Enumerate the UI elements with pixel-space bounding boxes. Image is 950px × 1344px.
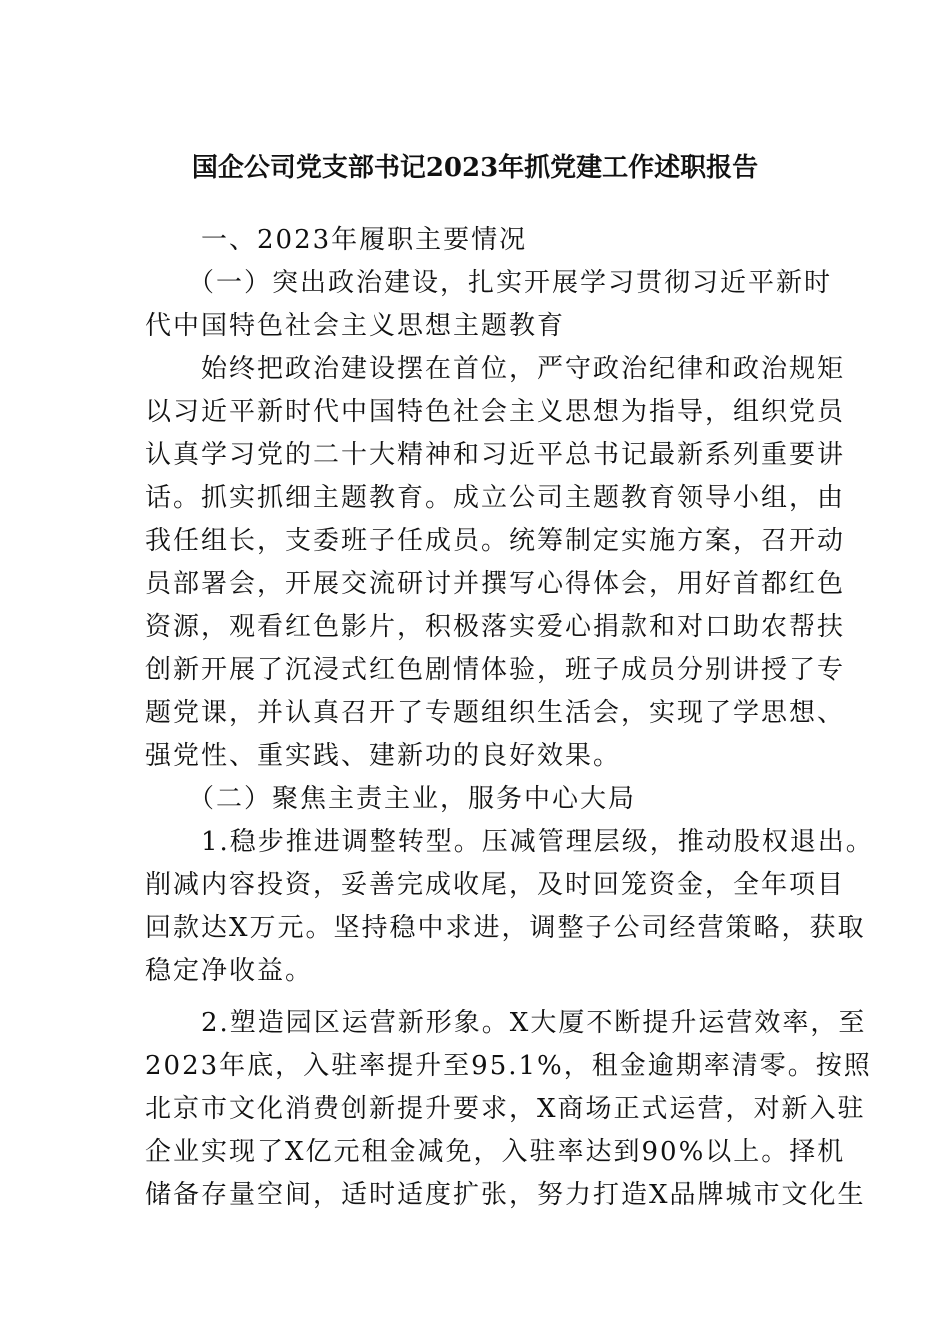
paragraph-line: 创新开展了沉浸式红色剧情体验，班子成员分别讲授了专	[145, 655, 846, 685]
paragraph-line: 以习近平新时代中国特色社会主义思想为指导，组织党员	[145, 397, 846, 427]
paragraph-line: 强党性、重实践、建新功的良好效果。	[145, 741, 622, 771]
paragraph-line: 认真学习党的二十大精神和习近平总书记最新系列重要讲	[145, 440, 846, 470]
paragraph-line: 资源，观看红色影片，积极落实爱心捐款和对口助农帮扶	[145, 612, 846, 642]
paragraph-line: 话。抓实抓细主题教育。成立公司主题教育领导小组，由	[145, 483, 846, 513]
paragraph-line: 员部署会，开展交流研讨并撰写心得体会，用好首都红色	[145, 569, 846, 599]
paragraph-line: 回款达X万元。坚持稳中求进，调整子公司经营策略，获取	[145, 913, 866, 943]
paragraph-line: 稳定净收益。	[145, 956, 314, 986]
paragraph-line: 削减内容投资，妥善完成收尾，及时回笼资金，全年项目	[145, 870, 846, 900]
paragraph-line: 始终把政治建设摆在首位，严守政治纪律和政治规矩	[145, 354, 846, 384]
section-heading-1: 一、2023年履职主要情况	[145, 225, 528, 255]
paragraph-line: 我任组长，支委班子任成员。统筹制定实施方案，召开动	[145, 526, 846, 556]
paragraph-line: 2.塑造园区运营新形象。X大厦不断提升运营效率，至	[145, 1008, 867, 1038]
paragraph-line: 北京市文化消费创新提升要求，X商场正式运营，对新入驻	[145, 1094, 866, 1124]
paragraph-line: 2023年底，入驻率提升至95.1%，租金逾期率清零。按照	[145, 1051, 872, 1081]
paragraph-line: 企业实现了X亿元租金减免，入驻率达到90%以上。择机	[145, 1137, 846, 1167]
document-title: 国企公司党支部书记2023年抓党建工作述职报告	[191, 153, 759, 183]
paragraph-line: 1.稳步推进调整转型。压减管理层级，推动股权退出。	[145, 827, 874, 857]
paragraph-line: 题党课，并认真召开了专题组织生活会，实现了学思想、	[145, 698, 846, 728]
subsection-heading-1: （一）突出政治建设，扎实开展学习贯彻习近平新时	[145, 268, 833, 298]
subsection-heading-2: （二）聚焦主责主业，服务中心大局	[145, 784, 637, 814]
paragraph-line: 储备存量空间，适时适度扩张，努力打造X品牌城市文化生	[145, 1180, 866, 1210]
subsection-heading-1-cont: 代中国特色社会主义思想主题教育	[145, 311, 566, 341]
